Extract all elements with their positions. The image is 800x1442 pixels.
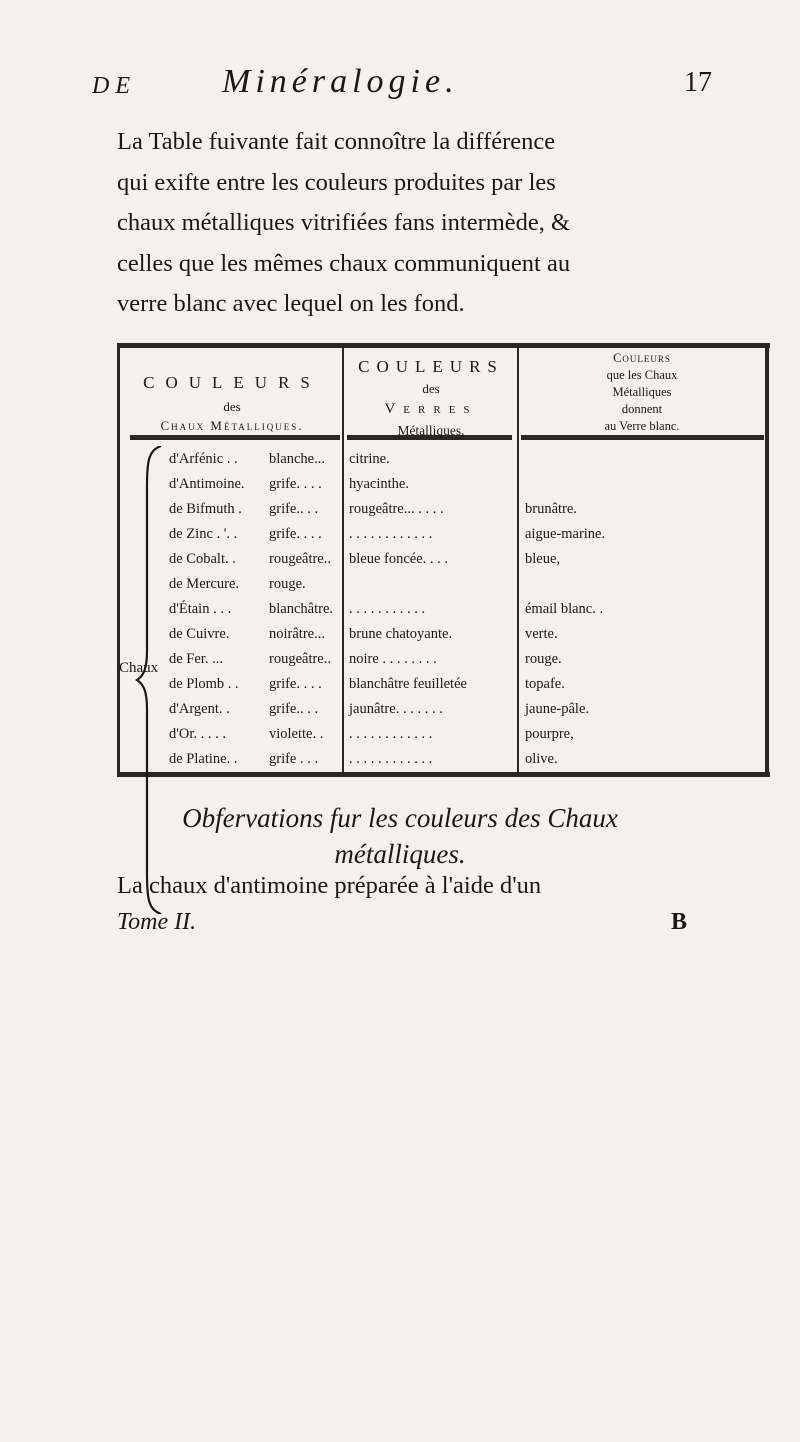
running-head-title: Minéralogie. <box>222 63 459 100</box>
section-title-line: Obfervations fur les couleurs des Chaux <box>182 803 618 833</box>
metal-name: de Mercure. <box>169 576 240 592</box>
verre-color: jaunâtre. . . . . . . <box>349 701 443 717</box>
chaux-color: grife.. . . <box>269 501 319 517</box>
intro-line: chaux métalliques vitrifiées fans intermède, & <box>117 209 571 236</box>
metal-name: de Cuivre. <box>169 626 230 642</box>
verre-blanc-color: émail blanc. . <box>525 601 604 617</box>
verre-color: . . . . . . . . . . . <box>349 601 426 617</box>
verre-blanc-color: verte. <box>525 626 558 642</box>
table-bottom-rule <box>117 772 770 777</box>
column-header-verres-main: COULEURS <box>358 357 504 376</box>
table-left-border <box>117 346 120 774</box>
column-header-verres-des: des <box>422 381 440 396</box>
metal-name: de Bifmuth . <box>169 501 242 517</box>
section-title <box>0 800 800 872</box>
chaux-color: grife. . . . <box>269 476 322 492</box>
verre-blanc-color: brunâtre. <box>525 501 577 517</box>
side-label-chaux: Chaux <box>119 660 159 676</box>
verre-color: rougeâtre... . . . . <box>349 501 444 517</box>
section-title-line: métalliques. <box>334 839 466 869</box>
verre-color: . . . . . . . . . . . . <box>349 526 433 542</box>
column-header-chaux-sub: Chaux Métalliques. <box>160 418 304 433</box>
table-right-border <box>765 346 769 774</box>
chaux-color: rougeâtre.. <box>269 551 331 567</box>
metal-name: de Platine. . <box>169 751 238 767</box>
metal-name: d'Argent. . <box>169 701 230 717</box>
body-text-line: La chaux d'antimoine préparée à l'aide d'un <box>117 872 542 899</box>
color-table <box>117 343 770 780</box>
table-top-rule <box>117 343 770 348</box>
metal-name: de Plomb . . <box>169 676 239 692</box>
signature-mark: B <box>670 909 687 935</box>
chaux-color: grife . . . <box>269 751 319 767</box>
verre-color: . . . . . . . . . . . . <box>349 751 433 767</box>
column-header-chaux-des: des <box>223 399 241 414</box>
intro-line: celles que les mêmes chaux communiquent au <box>117 249 571 277</box>
verre-color: . . . . . . . . . . . . <box>349 726 433 742</box>
chaux-color: grife. . . . <box>269 526 322 542</box>
intro-line: qui exifte entre les couleurs produites par les <box>117 168 556 196</box>
intro-paragraph <box>117 122 737 325</box>
chaux-color: blanche... <box>269 451 325 467</box>
running-head-prefix: DE <box>92 73 136 99</box>
verre-blanc-color: pourpre, <box>525 726 574 742</box>
header-rule <box>130 435 340 440</box>
metal-name: d'Antimoine. <box>169 476 245 492</box>
verre-blanc-color: aigue-marine. <box>525 526 606 542</box>
volume-label: Tome II. <box>117 909 197 935</box>
header-line: que les Chaux <box>606 368 678 382</box>
header-line: Métalliques <box>612 385 672 399</box>
verre-blanc-color: bleue, <box>525 551 561 567</box>
verre-blanc-color: olive. <box>525 751 558 767</box>
header-line: au Verre blanc. <box>604 419 680 433</box>
metal-name: de Fer. ... <box>169 651 223 667</box>
column-header-verres-sub: Métalliques. <box>397 423 465 438</box>
verre-color: citrine. <box>349 451 390 467</box>
metal-name: d'Or. . . . . <box>169 726 226 742</box>
intro-line: verre blanc avec lequel on les fond. <box>117 290 465 317</box>
intro-line: La Table fuivante fait connoître la différence <box>117 128 556 155</box>
running-head <box>92 63 712 113</box>
metal-name: de Cobalt. . <box>169 551 236 567</box>
header-rule <box>521 435 764 440</box>
header-line: Couleurs <box>613 351 671 365</box>
metal-name: de Zinc . '. . <box>169 526 238 542</box>
verre-blanc-color: rouge. <box>525 651 562 667</box>
header-line: donnent <box>621 402 663 416</box>
chaux-color: rouge. <box>269 576 306 592</box>
column-divider <box>342 346 344 774</box>
verre-color: blanchâtre feuilletée <box>349 676 467 692</box>
metal-name: d'Étain . . . <box>169 601 232 617</box>
page-number: 17 <box>684 67 712 98</box>
column-header-verre-blanc <box>519 350 765 435</box>
chaux-color: rougeâtre.. <box>269 651 331 667</box>
column-header-chaux-main: COULEURS <box>143 373 321 392</box>
column-header-verres-word: Verres <box>384 401 478 417</box>
chaux-color: grife. . . . <box>269 676 322 692</box>
verre-blanc-color: jaune-pâle. <box>525 701 590 717</box>
verre-color: bleue foncée. . . . <box>349 551 449 567</box>
verre-color: brune chatoyante. <box>349 626 453 642</box>
verre-color: hyacinthe. <box>349 476 409 492</box>
chaux-color: grife.. . . <box>269 701 319 717</box>
chaux-color: blanchâtre. <box>269 601 334 617</box>
verre-blanc-color: topafe. <box>525 676 565 692</box>
chaux-color: violette. . <box>269 726 324 742</box>
metal-name: d'Arfénic . . <box>169 451 238 467</box>
verre-color: noire . . . . . . . . <box>349 651 437 667</box>
chaux-color: noirâtre... <box>269 626 325 642</box>
